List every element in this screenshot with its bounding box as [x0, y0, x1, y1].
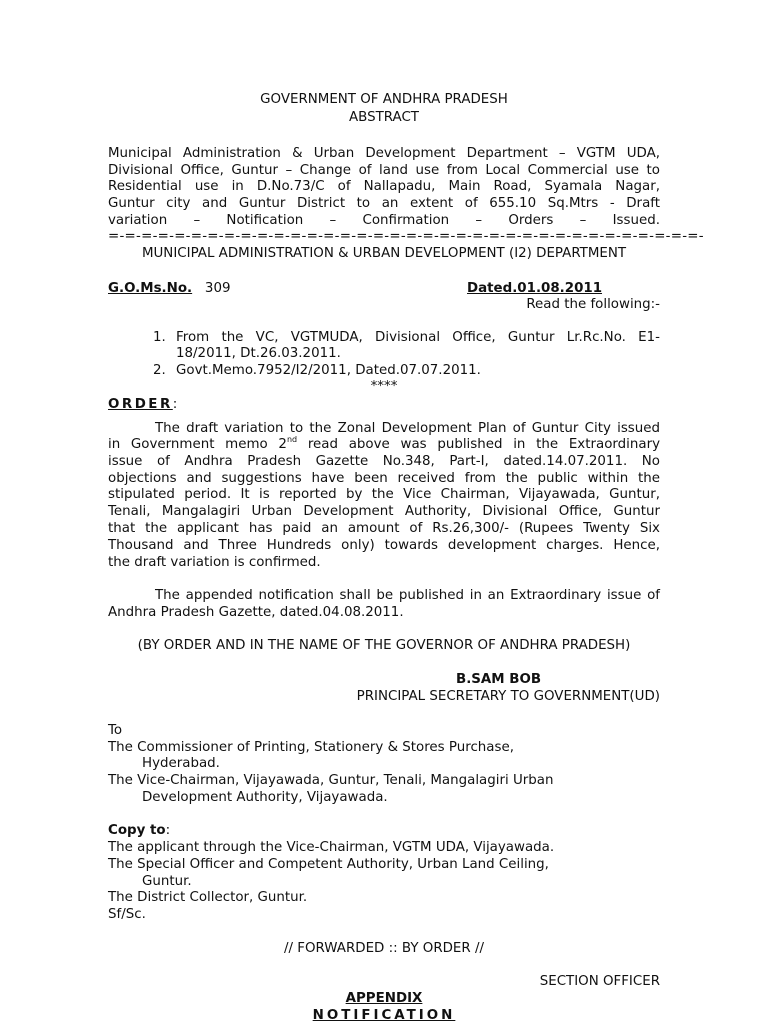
sf-sc: Sf/Sc.: [108, 907, 146, 922]
governor-order-line: (BY ORDER AND IN THE NAME OF THE GOVERNOR OF ANDHRA PRADESH): [137, 638, 631, 653]
copy-recipient-cont: Guntur.: [142, 874, 192, 889]
reference-number: 1.: [153, 330, 166, 345]
recipient-cont: Hyderabad.: [142, 756, 220, 771]
order-heading: ORDER:: [108, 397, 178, 412]
copy-recipient: The District Collector, Guntur.: [108, 890, 308, 905]
recipient: The Vice-Chairman, Vijayawada, Guntur, Tenali, Mangalagiri Urban: [108, 773, 554, 788]
to-label: To: [108, 723, 123, 738]
notification-heading: NOTIFICATION: [312, 1008, 456, 1023]
copy-recipient: The Special Officer and Competent Authority, Urban Land Ceiling,: [108, 857, 549, 872]
order-date: Dated.01.08.2011: [467, 281, 603, 296]
reference-item: From the VC, VGTMUDA, Divisional Office, Guntur Lr.Rc.No. E1-: [176, 330, 660, 345]
gov-heading: GOVERNMENT OF ANDHRA PRADESH: [260, 92, 508, 107]
copy-recipient: The applicant through the Vice-Chairman, VGTM UDA, Vijayawada.: [108, 840, 555, 855]
go-label: G.O.Ms.No.: [108, 281, 193, 296]
reference-item: Govt.Memo.7952/I2/2011, Dated.07.07.2011.: [176, 363, 481, 378]
copy-to-label: Copy to:: [108, 823, 171, 838]
recipient-cont: Development Authority, Vijayawada.: [142, 790, 388, 805]
document-page: GOVERNMENT OF ANDHRA PRADESH ABSTRACT Municipal Administration & Urban Development Department – VGTM UDA, Divisional Office, Guntur – Change of land use from Local Commercial use to Residential use in D.No.73/C of Nallapadu, Main Road, Syamala Nagar, Guntur city and Guntur District to an extent of 655.10 Sq.Mtrs - Draft variation – Notification – Confirmation – Orders – Issued. =-=-=-=-=-=-=-=-=-=-=-=-=-=-=-=-=-=-=-=-=-=-=-=-=-=-=-=-=-=-=-=-=-=-=-=- MUNICIPAL ADMINISTRATION & URBAN DEVELOPMENT (I2) DEPARTMENT G.O.Ms.No. 309 Dated.01.08.2011 Read the following:- 1. From the VC, VGTMUDA, Divisional Office, Guntur Lr.Rc.No. E1- 18/2011, Dt.26.03.2011. 2. Govt.Memo.7952/I2/2011, Dated.07.07.2011. **** ORDER: The draft variation to the Zonal Development Plan of Guntur City issued in Government memo 2nd read above was published in the Extraordinary issue of Andhra Pradesh Gazette No.348, Part-I, dated.14.07.2011. No objections and suggestions have been received from the public within the stipulated period. It is reported by the Vice Chairman, Vijayawada, Guntur, Tenali, Mangalagiri Urban Development Authority, Divisional Office, Guntur that the applicant has paid an amount of Rs.26,300/- (Rupees Twenty Six Thousand and Three Hundreds only) towards development charges. Hence, the draft variation is confirmed. The appended notification shall be published in an Extraordinary issue of Andhra Pradesh Gazette, dated.04.08.2011. (BY ORDER AND IN THE NAME OF THE GOVERNOR OF ANDHRA PRADESH) B.SAM BOB PRINCIPAL SECRETARY TO GOVERNMENT(UD) To The Commissioner of Printing, Stationery & Stores Purchase, Hyderabad. The Vice-Chairman, Vijayawada, Guntur, Tenali, Mangalagiri Urban Development Authority, Vijayawada. Copy to: The applicant through the Vice-Chairman, VGTM UDA, Vijayawada. The Special Officer and Competent Authority, Urban Land Ceiling, Guntur. The District Collector, Guntur. Sf/Sc. // FORWARDED :: BY ORDER // SECTION OFFICER APPENDIX NOTIFICATION: [108, 92, 704, 1023]
section-officer: SECTION OFFICER: [539, 974, 660, 989]
read-following: Read the following:-: [526, 297, 660, 312]
go-number: [108, 281, 230, 296]
reference-item-cont: 18/2011, Dt.26.03.2011.: [176, 346, 341, 361]
forwarded-line: // FORWARDED :: BY ORDER //: [284, 941, 484, 956]
stars-divider: ****: [370, 379, 398, 394]
separator-line: =-=-=-=-=-=-=-=-=-=-=-=-=-=-=-=-=-=-=-=-=-=-=-=-=-=-=-=-=-=-=-=-=-=-=-=-: [108, 229, 704, 244]
signatory-title: PRINCIPAL SECRETARY TO GOVERNMENT(UD): [356, 689, 660, 704]
abstract-heading: ABSTRACT: [348, 110, 419, 125]
go-value: 309: [204, 281, 231, 296]
department-heading: MUNICIPAL ADMINISTRATION & URBAN DEVELOPMENT (I2) DEPARTMENT: [141, 246, 627, 261]
recipient: The Commissioner of Printing, Stationery & Stores Purchase,: [108, 740, 514, 755]
appendix-heading: APPENDIX: [345, 991, 423, 1006]
signatory-name: B.SAM BOB: [456, 672, 542, 687]
reference-number: 2.: [153, 363, 166, 378]
